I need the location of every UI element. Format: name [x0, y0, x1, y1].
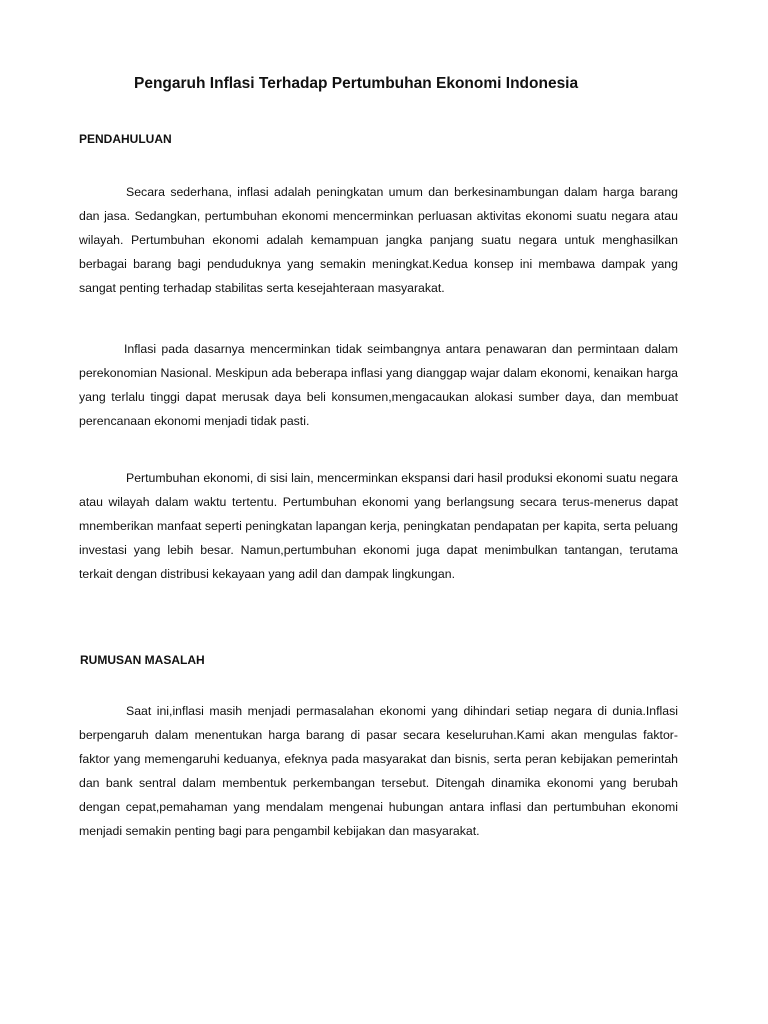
- paragraph: Secara sederhana, inflasi adalah peningkatan umum dan berkesinambungan dalam harga barang dan jasa. Sedangkan, pertumbuhan ekonomi mencerminkan perluasan aktivitas ekonomi suatu negara atau wilayah. Pertumbuhan ekonomi adalah kemampuan jangka panjang suatu negara untuk menghasilkan berbagai barang bagi penduduknya yang semakin meningkat.Kedua konsep ini membawa dampak yang sangat penting terhadap stabilitas serta kesejahteraan masyarakat.: [79, 185, 678, 295]
- document-title: Pengaruh Inflasi Terhadap Pertumbuhan Ekonomi Indonesia: [134, 75, 579, 92]
- paragraph: Saat ini,inflasi masih menjadi permasalahan ekonomi yang dihindari setiap negara di dunia.Inflasi berpengaruh dalam menentukan harga barang di pasar secara keseluruhan.Kami akan mengulas faktor-faktor yang memengaruhi keduanya, efeknya pada masyarakat dan bisnis, serta peran kebijakan pemerintah dan bank sentral dalam membentuk perkembangan tersebut. Ditengah dinamika ekonomi yang berubah dengan cepat,pemahaman yang mendalam mengenai hubungan antara inflasi dan pertumbuhan ekonomi menjadi semakin penting bagi para pengambil kebijakan dan masyarakat.: [79, 704, 678, 838]
- paragraph: Inflasi pada dasarnya mencerminkan tidak seimbangnya antara penawaran dan permintaan dalam perekonomian Nasional. Meskipun ada beberapa inflasi yang dianggap wajar dalam ekonomi, kenaikan harga yang terlalu tinggi dapat merusak daya beli konsumen,mengacaukan alokasi sumber daya, dan membuat perencanaan ekonomi menjadi tidak pasti.: [79, 342, 678, 428]
- section-heading-rumusan-masalah: RUMUSAN MASALAH: [80, 653, 205, 667]
- section-heading-pendahuluan: PENDAHULUAN: [79, 132, 172, 146]
- paragraph: Pertumbuhan ekonomi, di sisi lain, mencerminkan ekspansi dari hasil produksi ekonomi suatu negara atau wilayah dalam waktu tertentu. Pertumbuhan ekonomi yang berlangsung secara terus-menerus dapat mnemberikan manfaat seperti peningkatan lapangan kerja, peningkatan pendapatan per kapita, serta peluang investasi yang lebih besar. Namun,pertumbuhan ekonomi juga dapat menimbulkan tantangan, terutama terkait dengan distribusi kekayaan yang adil dan dampak lingkungan.: [79, 471, 678, 581]
